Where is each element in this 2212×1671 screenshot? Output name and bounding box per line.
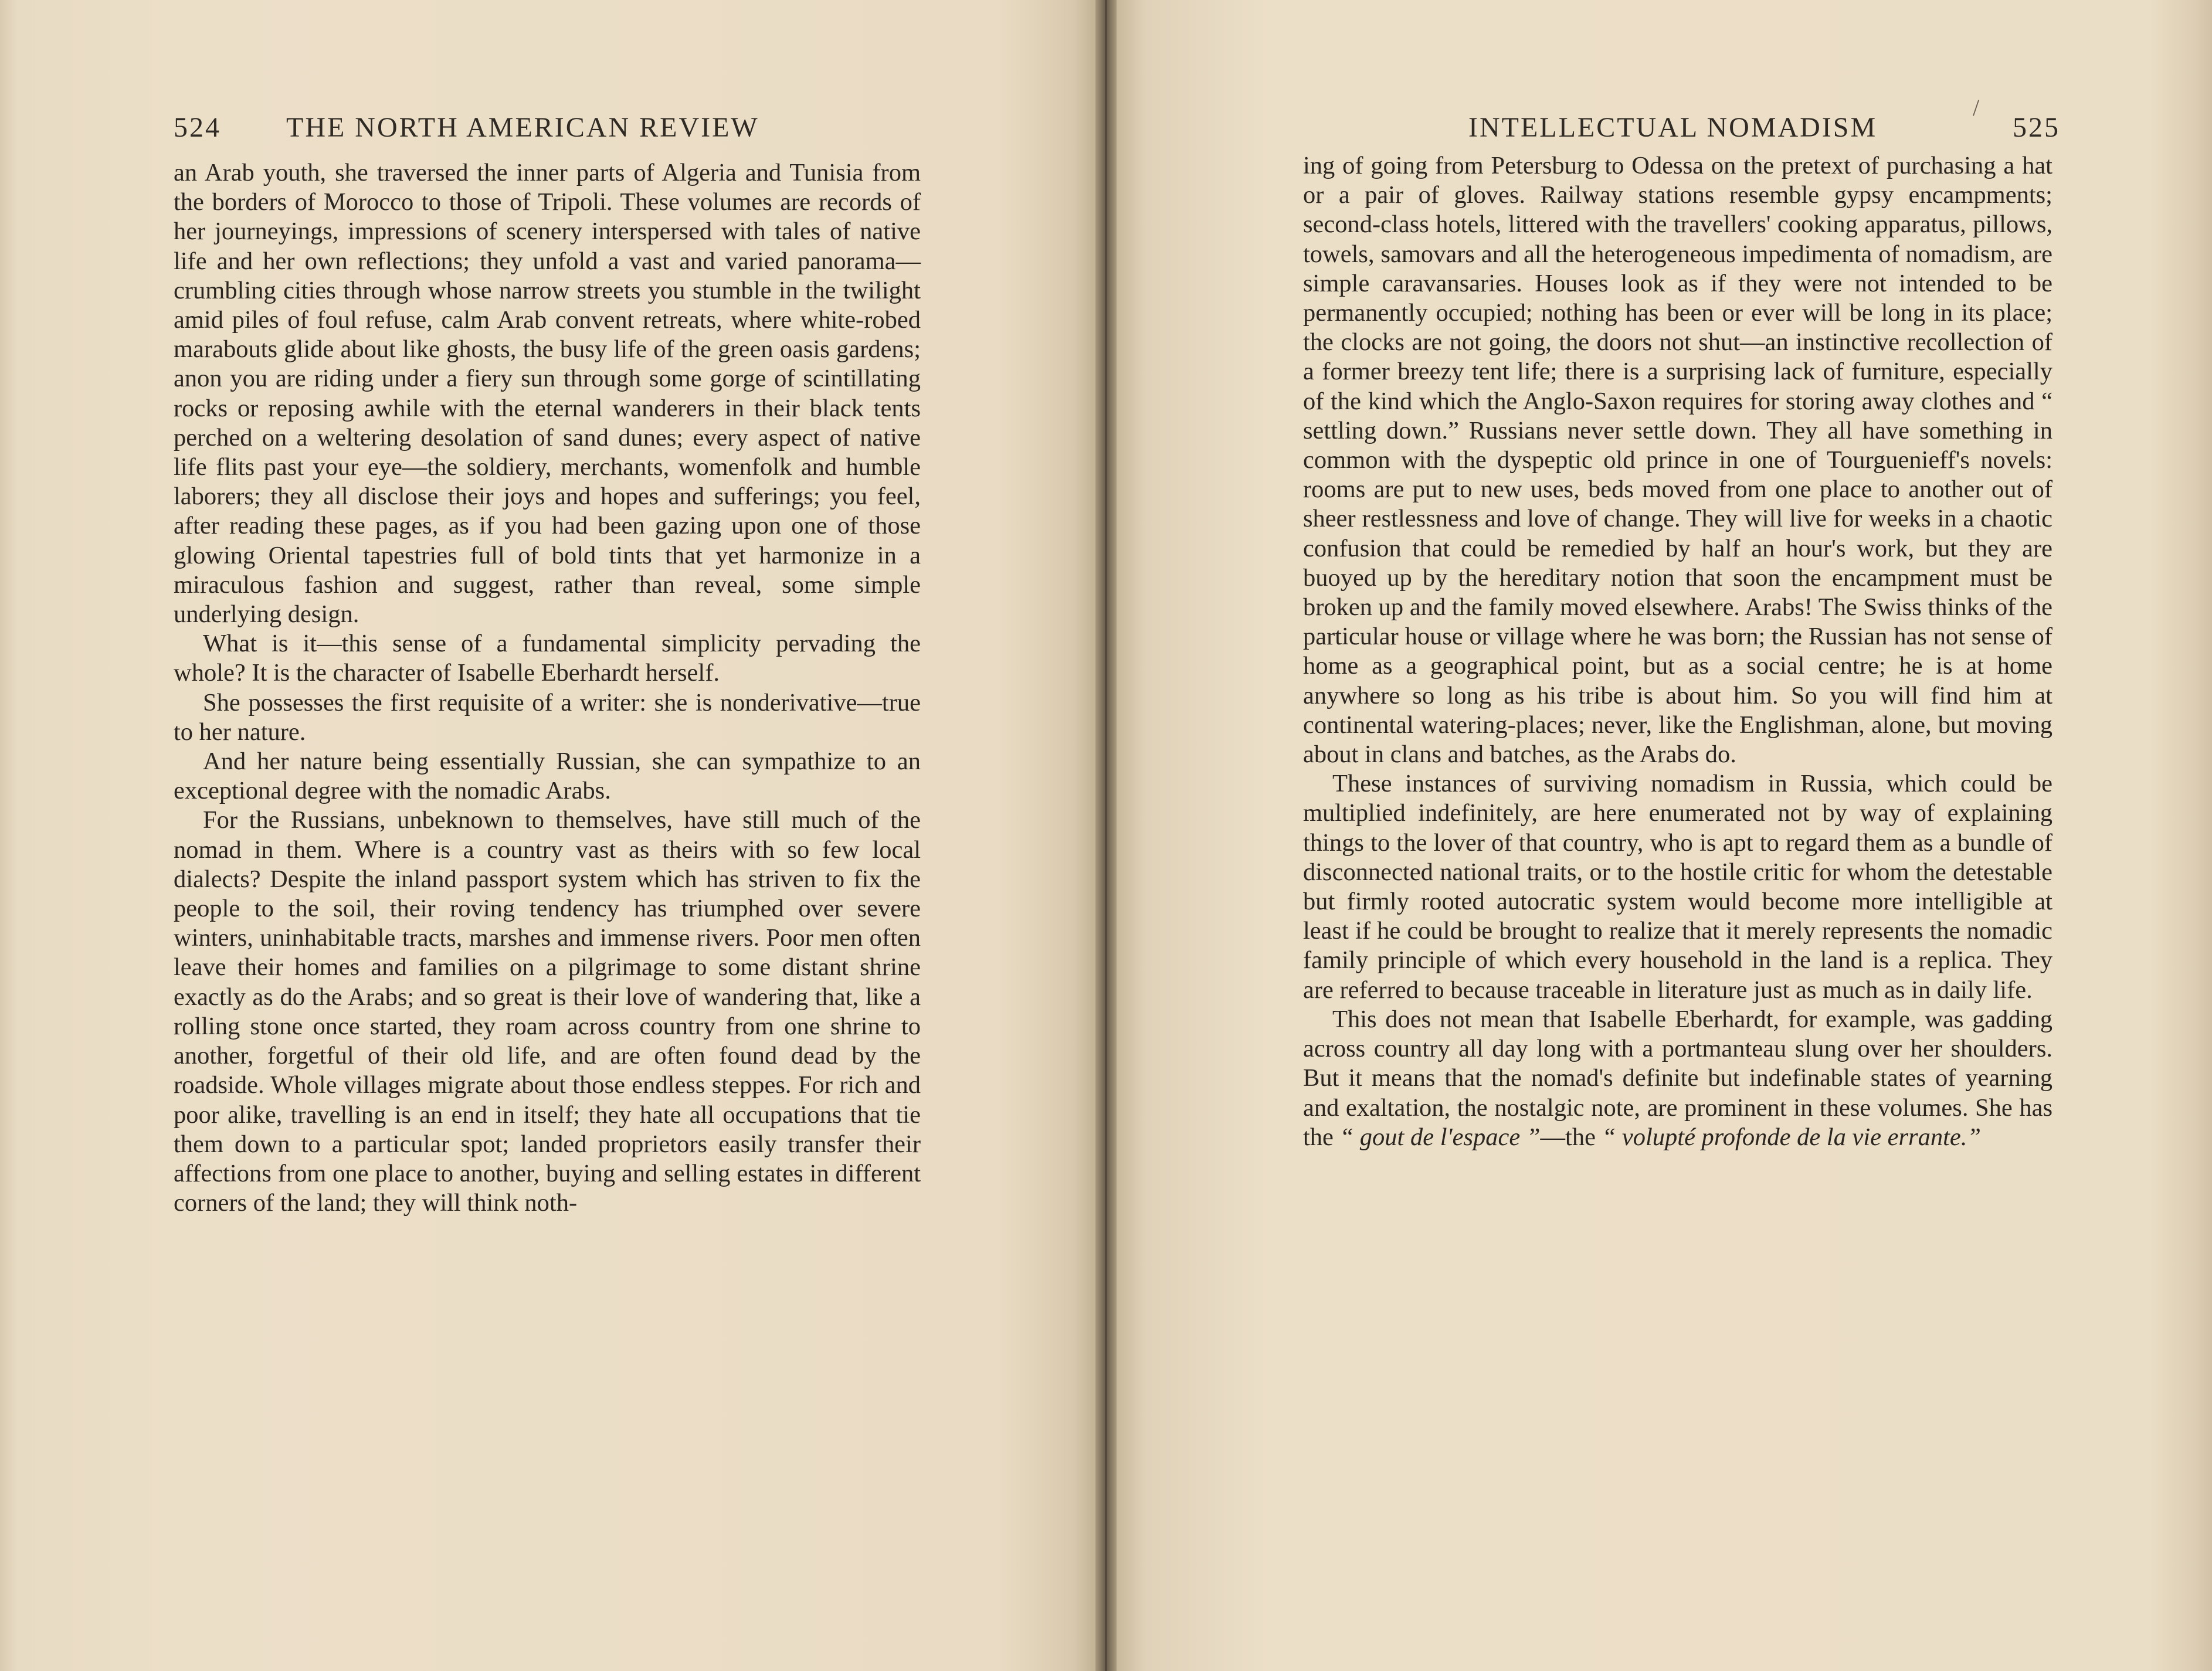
left-paragraph-5: For the Russians, unbeknown to themselves, have still much of the nomad in them. Where is a country vast as theirs with so few local dialects? Despite the inland passport system which has striven to fix the people to the soil, their roving tendency has triumphed over severe winters, uninhabitable tracts, marshes and immense rivers. Poor men often leave their homes and families on a pilgrimage to some distant shrine exactly as do the Arabs; and so great is their love of wandering that, like a rolling stone once started, they roam across country from one shrine to another, forgetful of their old life, and are often found dead by the roadside. Whole villages migrate about those endless steppes. For rich and poor alike, travelling is an end in itself; they hate all occupations that tie them down to a particular spot; landed proprietors easily transfer their affections from one place to another, buying and selling estates in different corners of the land; they will think noth- xyxy=(174,806,921,1217)
book-gutter xyxy=(1095,0,1117,1671)
left-paragraph-2: What is it—this sense of a fundamental simplicity pervading the whole? It is the character of Isabelle Eberhardt herself. xyxy=(174,630,921,687)
quote-dash: —the xyxy=(1540,1123,1602,1151)
right-paragraph-2: These instances of surviving nomadism in Russia, which could be multiplied indefinitely, are here enumerated not by way of explaining things to the lover of that country, who is apt to regard them as a bundle of disconnected national traits, or to the hostile critic for whom the detestable but firmly rooted autocratic system would become more intelligible at least if he could be brought to realize that it merely represents the nomadic family principle of which every household in the land is a replica. They are referred to because traceable in literature just as much as in daily life. xyxy=(1303,770,2052,1004)
margin-mark: / xyxy=(1973,94,1980,121)
right-running-head: INTELLECTUAL NOMADISM xyxy=(1468,112,1878,143)
left-paragraph-4: And her nature being essentially Russian, she can sympathize to an exceptional degree with the nomadic Arabs. xyxy=(174,748,921,805)
left-paragraph-1: an Arab youth, she traversed the inner parts of Algeria and Tunisia from the borders of Morocco to those of Tripoli. These volumes are records of her journeyings, impressions of scenery interspersed with tales of native life and her own reflections; they unfold a vast and varied panorama—crumbling cities through whose narrow streets you stumble in the twilight amid piles of foul refuse, calm Arab convent retreats, where white-robed marabouts glide about like ghosts, the busy life of the green oasis gardens; anon you are riding under a fiery sun through some gorge of scintillating rocks or reposing awhile with the eternal wanderers in their black tents perched on a weltering desolation of sand dunes; every aspect of native life flits past your eye—the soldiery, merchants, womenfolk and humble laborers; they all disclose their joys and hopes and sufferings; you feel, after reading these pages, as if you had been gazing upon one of those glowing Oriental tapestries full of bold tints that yet harmonize in a miraculous fashion and suggest, rather than reveal, some simple underlying design. xyxy=(174,159,921,629)
left-running-head: THE NORTH AMERICAN REVIEW xyxy=(286,112,759,143)
left-paragraph-3: She possesses the first requisite of a writer: she is nonderivative—true to her nature. xyxy=(174,688,921,746)
right-paragraph-3 xyxy=(1303,1005,2052,1152)
left-page-number: 524 xyxy=(174,112,221,143)
italic-quote-volupte: “ volupté profonde de la vie errante.” xyxy=(1602,1123,1982,1151)
left-page-body xyxy=(174,158,921,1218)
right-page xyxy=(1117,0,2212,1671)
left-page xyxy=(0,0,1095,1671)
right-paragraph-3-text: This does not mean that Isabelle Eberhardt, for example, was gadding across country all day long with a portmanteau slung over her shoulders. But it means that the nomad's definite but indefinable states of yearning and exaltation, the nostalgic note, are prominent in these volumes. She has the xyxy=(1303,1005,2052,1151)
right-page-number: 525 xyxy=(2013,112,2060,143)
italic-quote-gout: “ gout de l'espace ” xyxy=(1339,1123,1541,1151)
right-paragraph-1: ing of going from Petersburg to Odessa on the pretext of purchasing a hat or a pair of gloves. Railway stations resemble gypsy encampments; second-class hotels, littered with the travellers' cooking apparatus, pillows, towels, samovars and all the heterogeneous impedimenta of nomadism, are simple caravansaries. Houses look as if they were not intended to be permanently occupied; nothing has been or ever will be long in its place; the clocks are not going, the doors not shut—an instinctive recollection of a former breezy tent life; there is a surprising lack of furniture, especially of the kind which the Anglo-Saxon requires for storing away clothes and “ settling down.” Russians never settle down. They all have something in common with the dyspeptic old prince in one of Tourguenieff's novels: rooms are put to new uses, beds moved from one place to another out of sheer restlessness and love of change. They will live for weeks in a chaotic confusion that could be remedied by half an hour's work, but they are buoyed up by the hereditary notion that soon the encampment must be broken up and the family moved elsewhere. Arabs! The Swiss thinks of the particular house or village where he was born; the Russian has not sense of home as a geographical point, but as a social centre; he is at home anywhere so long as his tribe is about him. So you will find him at continental watering-places; never, like the Englishman, alone, but moving about in clans and batches, as the Arabs do. xyxy=(1303,152,2052,769)
right-page-body xyxy=(1303,151,2052,1152)
